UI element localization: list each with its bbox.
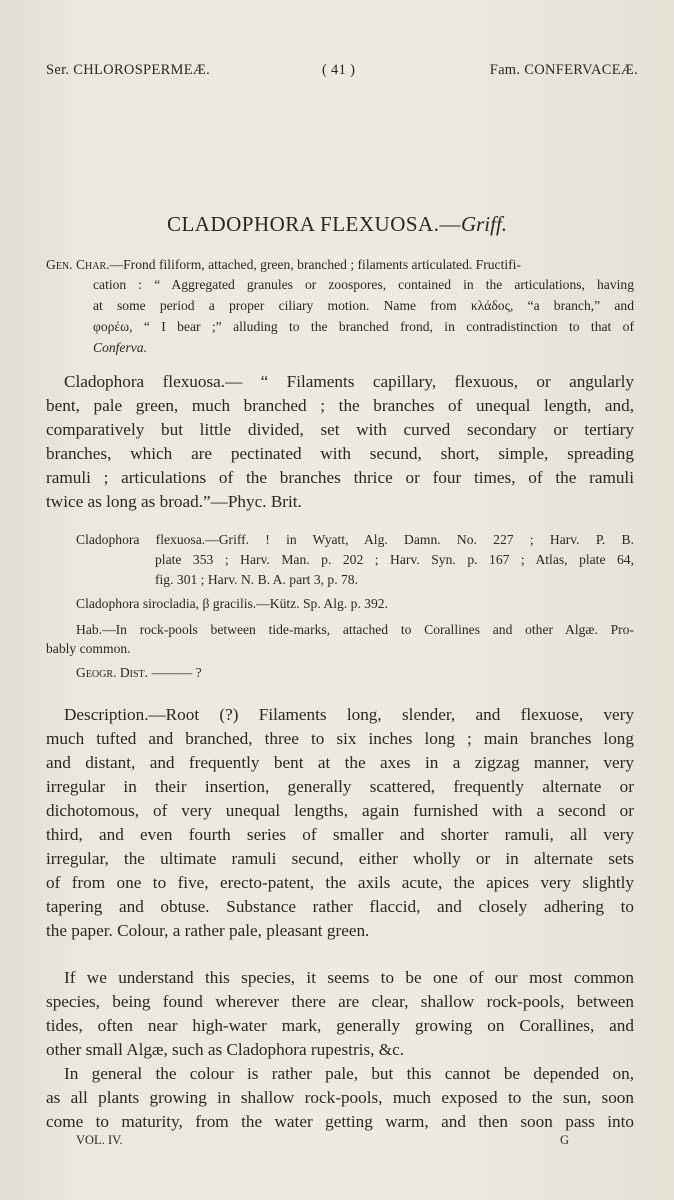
species-title: [0, 212, 674, 237]
gen-char-line: at some period a proper ciliary motion. Name from κλάδος, “a branch,” and: [93, 298, 634, 313]
remarks-line: other small Algæ, such as Cladophora rupestris, &c.: [46, 1040, 405, 1059]
habitat-line: bably common.: [46, 641, 131, 656]
species-char-line: bent, pale green, much branched ; the branches of unequal length, and,: [46, 396, 634, 415]
running-head: [46, 62, 638, 84]
remarks-line: come to maturity, from the water getting warm, and then soon pass into: [46, 1112, 634, 1131]
gen-char-line: cation : “ Aggregated granules or zoospores, contained in the articulations, having: [93, 277, 634, 292]
footer-signature: G: [560, 1133, 570, 1147]
description-line: dichotomous, of very unequal lengths, again furnished with a second or: [46, 801, 634, 820]
remarks-line: If we understand this species, it seems to be one of our most common: [64, 968, 634, 987]
running-head-left: Ser. CHLOROSPERMEÆ.: [46, 62, 211, 78]
remarks-line: species, being found wherever there are clear, shallow rock-pools, between: [46, 992, 634, 1011]
title-main: CLADOPHORA FLEXUOSA.—: [166, 212, 461, 236]
geogr-label: Geogr. Dist.: [76, 665, 149, 680]
description-line: much tufted and branched, three to six inches long ; main branches long: [46, 729, 634, 748]
synonymy-line: Cladophora sirocladia, β gracilis.—Kütz. Sp. Alg. p. 392.: [76, 596, 388, 611]
footer-volume: VOL. IV.: [76, 1133, 123, 1147]
remarks-line: tides, often near high-water mark, generally growing on Corallines, and: [46, 1016, 634, 1035]
species-char-line: comparatively but little divided, set with curved secondary or tertiary: [46, 420, 634, 439]
description-line: tapering and obtuse. Substance rather flaccid, and closely adhering to: [46, 897, 634, 916]
species-char-line: branches, which are pectinated with secund, short, simple, spreading: [46, 444, 634, 463]
species-char-line: twice as long as broad.”—Phyc. Brit.: [46, 492, 302, 511]
remarks-line: In general the colour is rather pale, but this cannot be depended on,: [64, 1064, 634, 1083]
description-line: irregular in their insertion, generally scattered, frequently alternate or: [46, 777, 634, 796]
gen-char-line: Conferva.: [93, 340, 147, 355]
synonymy-line: plate 353 ; Harv. Man. p. 202 ; Harv. Syn. p. 167 ; Atlas, plate 64,: [155, 552, 634, 567]
description-line: irregular, the ultimate ramuli secund, either wholly or in alternate sets: [46, 849, 634, 868]
species-char-line: Cladophora flexuosa.— “ Filaments capillary, flexuous, or angularly: [64, 372, 634, 391]
description-line: and distant, and frequently bent at the axes in a zigzag manner, very: [46, 753, 634, 772]
running-head-right: Fam. CONFERVACEÆ.: [489, 62, 638, 78]
page-number: ( 41 ): [322, 62, 356, 78]
synonymy-line: fig. 301 ; Harv. N. B. A. part 3, p. 78.: [155, 572, 359, 587]
remarks-line: as all plants growing in shallow rock-pools, much exposed to the sun, soon: [46, 1088, 634, 1107]
gen-char-label: Gen. Char.: [46, 257, 110, 272]
synonymy-line: Cladophora flexuosa.—Griff. ! in Wyatt, Alg. Damn. No. 227 ; Harv. P. B.: [76, 532, 634, 547]
description-line: Description.—Root (?) Filaments long, slender, and flexuose, very: [64, 705, 634, 724]
geogr-value: ——— ?: [151, 665, 202, 680]
description-line: the paper. Colour, a rather pale, pleasant green.: [46, 921, 370, 940]
habitat-line: Hab.—In rock-pools between tide-marks, attached to Corallines and other Algæ. Pro-: [76, 622, 634, 637]
description-line: third, and even fourth series of smaller and shorter ramuli, all very: [46, 825, 634, 844]
gen-char-line: —Frond filiform, attached, green, branched ; filaments articulated. Fructifi-: [109, 257, 521, 272]
title-author: Griff.: [460, 212, 508, 236]
gen-char-line: φορέω, “ I bear ;” alluding to the branched frond, in contradistinction to that of: [93, 319, 634, 334]
description-line: of from one to five, erecto-patent, the axils acute, the apices very slightly: [46, 873, 634, 892]
species-char-line: ramuli ; articulations of the branches thrice or four times, of the ramuli: [46, 468, 634, 487]
